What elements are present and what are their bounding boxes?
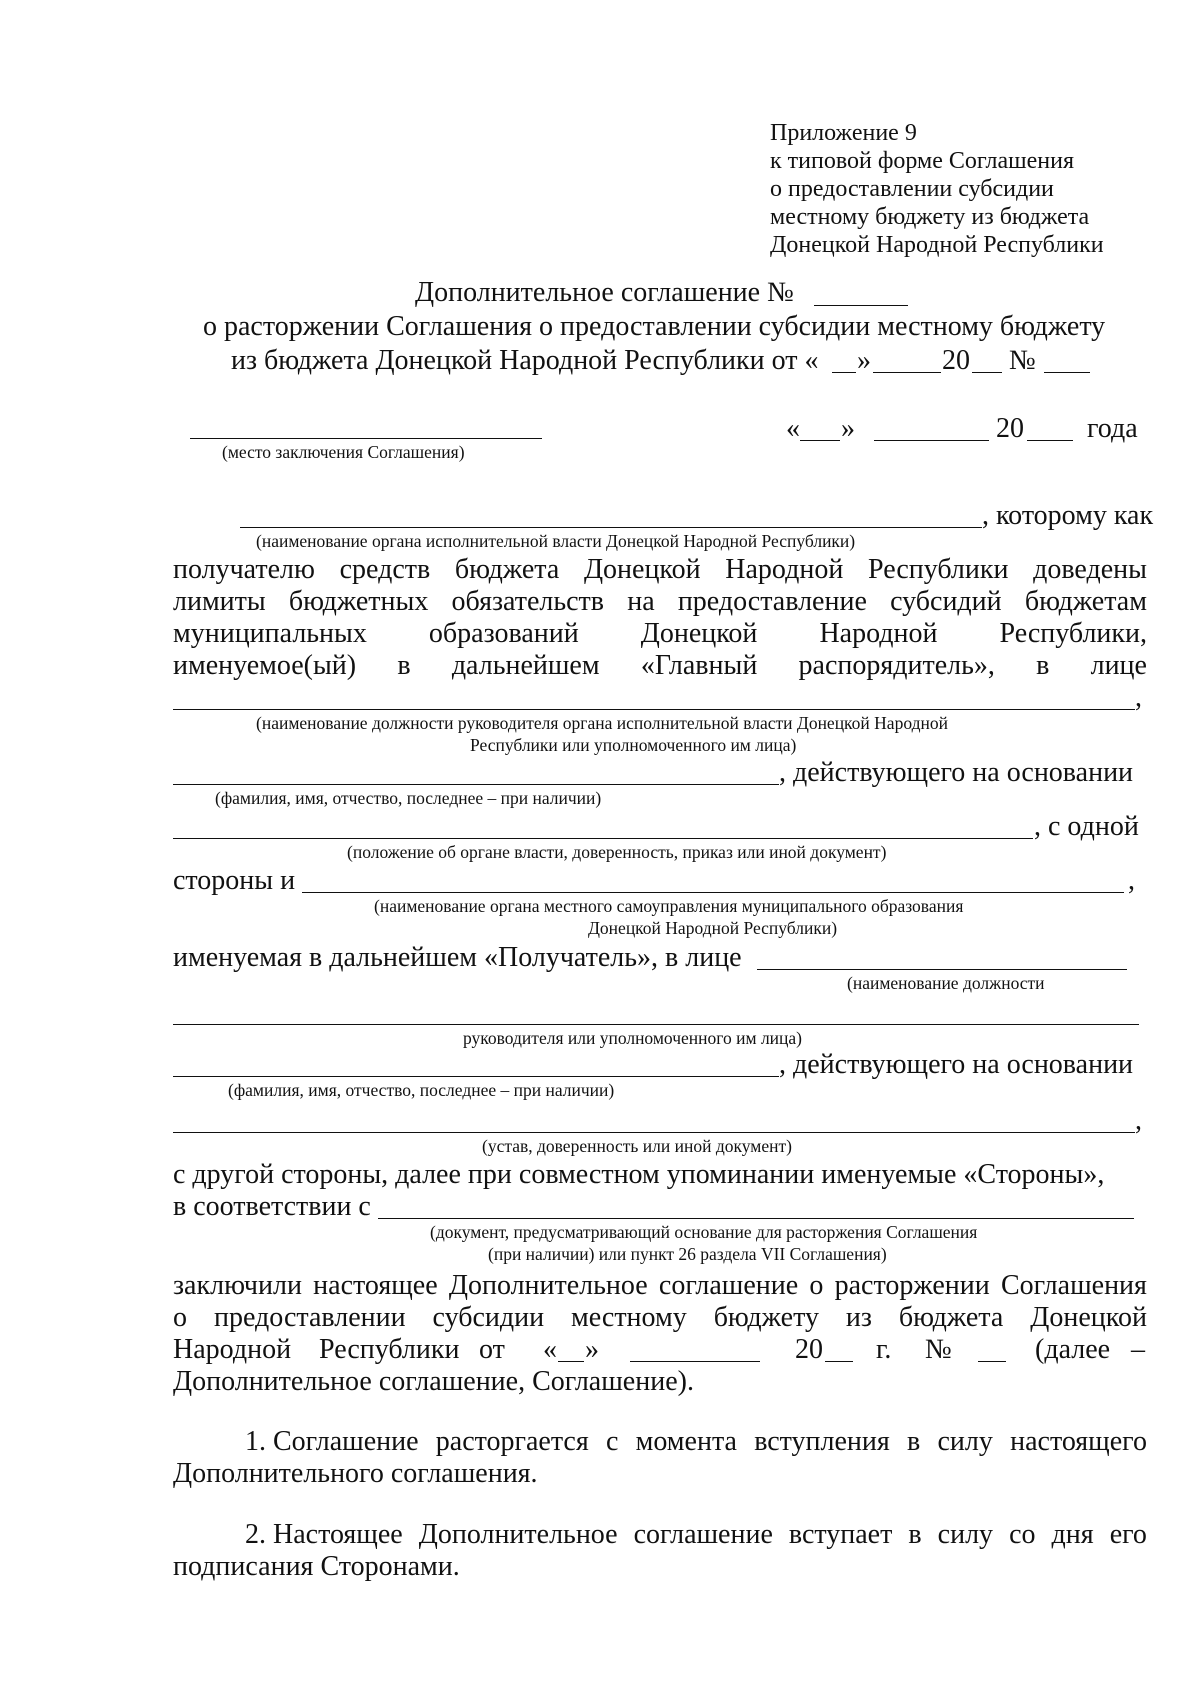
word: из xyxy=(845,1302,872,1333)
p3-day-blank xyxy=(558,1361,584,1362)
appendix-line: о предоставлении субсидии xyxy=(770,176,1054,202)
p3-l3-h: № xyxy=(925,1334,952,1365)
p3-month-blank xyxy=(630,1361,760,1362)
word: Соглашения xyxy=(1000,1270,1147,1301)
clause-1-line-1 xyxy=(245,1426,1147,1458)
word: настоящее xyxy=(313,1270,438,1301)
word: дня xyxy=(1051,1519,1094,1550)
title-line-3c: 20 xyxy=(942,345,970,376)
word: средств xyxy=(339,554,431,585)
word: Республики, xyxy=(999,618,1147,649)
word: дальнейшем xyxy=(451,650,600,681)
word: Дополнительное xyxy=(418,1519,618,1550)
appendix-line: местному бюджету из бюджета xyxy=(770,204,1090,230)
word: Народной xyxy=(725,554,844,585)
sides-and: стороны и xyxy=(173,865,296,896)
word: субсидии xyxy=(432,1302,545,1333)
word: Республики xyxy=(867,554,1009,585)
p3-line-2 xyxy=(173,1302,1147,1334)
word: Донецкой xyxy=(640,618,758,649)
word: предоставление xyxy=(677,586,867,617)
word: в xyxy=(908,1519,922,1550)
p2-line-4 xyxy=(173,650,1147,682)
word: 1. Соглашение xyxy=(245,1426,419,1457)
p3-num-blank xyxy=(978,1361,1006,1362)
word: на xyxy=(627,586,655,617)
charter-blank xyxy=(173,1132,1135,1133)
word: с xyxy=(605,1426,619,1457)
word: 2. Настоящее xyxy=(245,1519,403,1550)
month-blank xyxy=(873,372,941,373)
word: муниципальных xyxy=(173,618,367,649)
local-blank xyxy=(302,892,1124,893)
word: лимиты xyxy=(173,586,266,617)
word: субсидий xyxy=(890,586,1002,617)
word: со xyxy=(1009,1519,1036,1550)
word: бюджетных xyxy=(288,586,429,617)
place-caption: (место заключения Соглашения) xyxy=(222,442,465,462)
p3-l3-f: 20 xyxy=(795,1334,823,1365)
word: Донецкой xyxy=(583,554,701,585)
word: предоставлении xyxy=(213,1302,406,1333)
in-accordance: в соответствии с xyxy=(173,1191,371,1222)
word: бюджетам xyxy=(1024,586,1147,617)
date-day-blank xyxy=(800,440,840,441)
position-comma: , xyxy=(1135,682,1142,713)
recipient-position-blank-2 xyxy=(173,1024,1139,1025)
clause-2-line-1 xyxy=(245,1519,1147,1551)
position-blank xyxy=(173,709,1135,710)
organ-caption: (наименование органа исполнительной власти Донецкой Народной Республики) xyxy=(256,531,856,551)
organ-tail: , которому как xyxy=(982,500,1154,531)
recipient-text: именуемая в дальнейшем «Получатель», в лице xyxy=(173,942,742,973)
word: о xyxy=(173,1302,187,1333)
date-year-suffix: года xyxy=(1087,413,1138,444)
word: бюджета xyxy=(898,1302,1004,1333)
number-blank xyxy=(814,305,908,306)
word: образований xyxy=(428,618,579,649)
word: «Главный xyxy=(640,650,758,681)
appendix-line: к типовой форме Соглашения xyxy=(770,148,1074,174)
local-comma: , xyxy=(1128,865,1135,896)
word: силу xyxy=(937,1519,994,1550)
date-year-blank xyxy=(1027,440,1073,441)
word: соглашение xyxy=(633,1519,773,1550)
one-side-tail: , с одной xyxy=(1034,811,1139,842)
clause-1-line-2: Дополнительного соглашения. xyxy=(173,1458,538,1489)
position-caption-1: (наименование должности руководителя органа исполнительной власти Донецкой Народной xyxy=(256,713,948,733)
title-line-3b: » xyxy=(857,345,871,376)
title-line-3a: из бюджета Донецкой Народной Республики от « xyxy=(231,345,819,376)
word: в xyxy=(1036,650,1050,681)
appendix-line: Донецкой Народной Республики xyxy=(770,232,1104,258)
recipient-position-caption-2: руководителя или уполномоченного им лица) xyxy=(463,1028,803,1048)
title-line-3d: № xyxy=(1009,345,1036,376)
word: соглашение xyxy=(658,1270,799,1301)
fio-blank xyxy=(173,784,779,785)
p3-l3-b: Республики xyxy=(319,1334,460,1365)
charter-comma: , xyxy=(1135,1105,1142,1136)
word: бюджета xyxy=(454,554,560,585)
acting-tail-2: , действующего на основании xyxy=(779,1049,1134,1080)
word: настоящего xyxy=(1010,1426,1147,1457)
local-caption-2: Донецкой Народной Республики) xyxy=(588,918,838,938)
word: доведены xyxy=(1033,554,1147,585)
p3-line-1 xyxy=(173,1270,1147,1302)
word: бюджету xyxy=(713,1302,819,1333)
day-blank xyxy=(832,372,856,373)
year-blank xyxy=(972,372,1002,373)
p3-l3-g: г. xyxy=(876,1334,892,1365)
word: местному xyxy=(571,1302,687,1333)
recipient-position-caption-1: (наименование должности xyxy=(847,973,1045,993)
p2-line-2 xyxy=(173,586,1147,618)
word: Донецкой xyxy=(1030,1302,1147,1333)
word: получателю xyxy=(173,554,315,585)
word: силу xyxy=(937,1426,993,1457)
word: расторжении xyxy=(834,1270,990,1301)
p3-l3-d: « xyxy=(543,1334,557,1365)
word: расторгается xyxy=(435,1426,589,1457)
p3-l3-j: – xyxy=(1131,1334,1145,1365)
num-blank xyxy=(1044,372,1090,373)
fio-caption: (фамилия, имя, отчество, последнее – при наличии) xyxy=(215,788,602,808)
word: Народной xyxy=(819,618,938,649)
word: вступает xyxy=(788,1519,893,1550)
acting-tail: , действующего на основании xyxy=(779,757,1134,788)
word: вступления xyxy=(754,1426,890,1457)
word: в xyxy=(397,650,411,681)
date-year-prefix: 20 xyxy=(996,413,1024,444)
fio-blank-2 xyxy=(173,1076,779,1077)
appendix-line: Приложение 9 xyxy=(770,120,917,146)
local-caption-1: (наименование органа местного самоуправления муниципального образования xyxy=(374,896,964,916)
doc-caption-2: (при наличии) или пункт 26 раздела VII Соглашения) xyxy=(488,1244,887,1264)
p3-line-4: Дополнительное соглашение, Соглашение). xyxy=(173,1366,694,1397)
charter-caption: (устав, доверенность или иной документ) xyxy=(482,1136,792,1156)
recipient-position-blank xyxy=(757,969,1127,970)
date-quote-open: « xyxy=(786,413,800,444)
word: его xyxy=(1109,1519,1147,1550)
basis-caption: (положение об органе власти, доверенность, приказ или иной документ) xyxy=(347,842,887,862)
p3-year-blank xyxy=(825,1361,853,1362)
p3-l3-c: от xyxy=(479,1334,505,1365)
clause-2-line-2: подписания Сторонами. xyxy=(173,1551,460,1582)
word: в xyxy=(907,1426,921,1457)
p2-line-1 xyxy=(173,554,1147,586)
word: распорядитель», xyxy=(798,650,995,681)
fio-caption-2: (фамилия, имя, отчество, последнее – при наличии) xyxy=(228,1080,615,1100)
title-line-2: о расторжении Соглашения о предоставлении субсидии местному бюджету xyxy=(203,311,1106,342)
organ-blank xyxy=(240,527,982,528)
date-quote-close: » xyxy=(841,413,855,444)
title-line-1: Дополнительное соглашение № xyxy=(415,277,794,308)
p3-l3-i: (далее xyxy=(1035,1334,1111,1365)
doc-caption-1: (документ, предусматривающий основание для расторжения Соглашения xyxy=(430,1222,978,1242)
other-side: с другой стороны, далее при совместном упоминании именуемые «Стороны», xyxy=(173,1159,1105,1190)
word: лице xyxy=(1090,650,1147,681)
date-month-blank xyxy=(874,440,989,441)
p3-l3-a: Народной xyxy=(173,1334,292,1365)
p3-l3-e: » xyxy=(585,1334,599,1365)
word: заключили xyxy=(173,1270,302,1301)
word: момента xyxy=(635,1426,737,1457)
doc-blank xyxy=(378,1218,1134,1219)
basis-blank xyxy=(173,838,1033,839)
word: обязательств xyxy=(451,586,605,617)
position-caption-2: Республики или уполномоченного им лица) xyxy=(470,735,797,755)
p2-line-3 xyxy=(173,618,1147,650)
word: Дополнительное xyxy=(448,1270,648,1301)
place-blank xyxy=(190,438,542,439)
word: именуемое(ый) xyxy=(173,650,357,681)
word: о xyxy=(809,1270,824,1301)
